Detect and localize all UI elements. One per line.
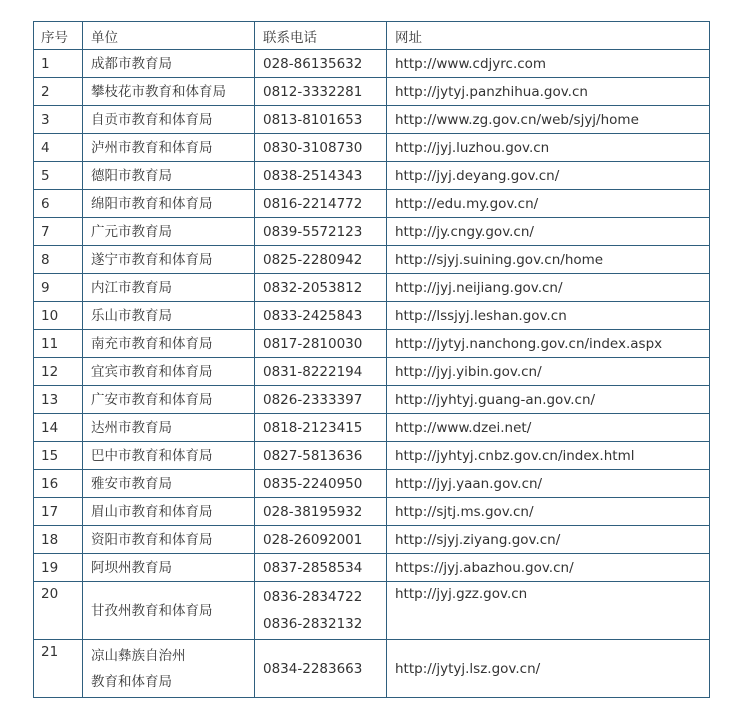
cell-url[interactable]: http://sjtj.ms.gov.cn/ <box>387 498 710 526</box>
cell-phone <box>255 274 387 302</box>
cell-phone <box>255 106 387 134</box>
cell-unit <box>83 106 255 134</box>
cell-url[interactable]: http://sjyj.suining.gov.cn/home <box>387 246 710 274</box>
cell-unit <box>83 358 255 386</box>
table-row <box>34 442 710 470</box>
cell-unit <box>83 274 255 302</box>
phone-number: 0835-2240950 <box>263 475 363 492</box>
cell-no: 11 <box>34 330 83 358</box>
phone-number: 0838-2514343 <box>263 167 363 184</box>
cell-no: 4 <box>34 134 83 162</box>
cell-phone <box>255 134 387 162</box>
cell-phone <box>255 162 387 190</box>
unit-name-line: 资阳市教育和体育局 <box>91 531 213 548</box>
unit-name-line: 南充市教育和体育局 <box>91 335 213 352</box>
table-header-row <box>34 22 710 50</box>
cell-phone <box>255 582 387 640</box>
cell-url[interactable]: http://edu.my.gov.cn/ <box>387 190 710 218</box>
phone-number: 0837-2858534 <box>263 559 363 576</box>
unit-name-line: 泸州市教育和体育局 <box>91 139 213 156</box>
cell-phone <box>255 78 387 106</box>
phone-number: 0825-2280942 <box>263 251 363 268</box>
cell-url[interactable]: https://jyj.abazhou.gov.cn/ <box>387 554 710 582</box>
table-row <box>34 582 710 640</box>
cell-unit <box>83 470 255 498</box>
cell-unit <box>83 498 255 526</box>
cell-no: 3 <box>34 106 83 134</box>
unit-name-line: 巴中市教育和体育局 <box>91 447 213 464</box>
cell-phone <box>255 358 387 386</box>
cell-unit <box>83 582 255 640</box>
unit-name-line: 广元市教育局 <box>91 223 172 240</box>
cell-phone <box>255 498 387 526</box>
cell-url[interactable]: http://jyj.luzhou.gov.cn <box>387 134 710 162</box>
unit-name-line: 雅安市教育局 <box>91 475 172 492</box>
table-body <box>34 50 710 698</box>
cell-url[interactable]: http://sjyj.ziyang.gov.cn/ <box>387 526 710 554</box>
cell-url[interactable]: http://jytyj.panzhihua.gov.cn <box>387 78 710 106</box>
cell-no: 18 <box>34 526 83 554</box>
table-row <box>34 498 710 526</box>
cell-no: 9 <box>34 274 83 302</box>
table-row <box>34 78 710 106</box>
cell-no: 14 <box>34 414 83 442</box>
cell-url[interactable]: http://jyj.yaan.gov.cn/ <box>387 470 710 498</box>
phone-number: 0836-2832132 <box>263 615 363 632</box>
phone-number: 0816-2214772 <box>263 195 363 212</box>
phone-number: 0818-2123415 <box>263 419 363 436</box>
cell-unit <box>83 190 255 218</box>
table-row <box>34 106 710 134</box>
phone-number: 028-38195932 <box>263 503 363 520</box>
unit-name-line: 攀枝花市教育和体育局 <box>91 83 226 100</box>
cell-url[interactable]: http://jytyj.nanchong.gov.cn/index.aspx <box>387 330 710 358</box>
cell-phone <box>255 302 387 330</box>
unit-name-line: 乐山市教育局 <box>91 307 172 324</box>
table-row <box>34 358 710 386</box>
cell-phone <box>255 640 387 698</box>
cell-url[interactable]: http://jyj.deyang.gov.cn/ <box>387 162 710 190</box>
unit-name-line: 绵阳市教育和体育局 <box>91 195 213 212</box>
cell-url[interactable]: http://jyhtyj.guang-an.gov.cn/ <box>387 386 710 414</box>
cell-no: 21 <box>34 640 83 698</box>
table-row <box>34 470 710 498</box>
cell-no: 10 <box>34 302 83 330</box>
unit-name-line: 成都市教育局 <box>91 55 172 72</box>
phone-number: 0827-5813636 <box>263 447 363 464</box>
cell-no: 2 <box>34 78 83 106</box>
table-row <box>34 50 710 78</box>
header-no: 序号 <box>34 22 83 50</box>
cell-unit <box>83 78 255 106</box>
phone-number: 0812-3332281 <box>263 83 363 100</box>
unit-name-line: 甘孜州教育和体育局 <box>91 602 213 619</box>
table-row <box>34 190 710 218</box>
cell-url[interactable]: http://jyj.neijiang.gov.cn/ <box>387 274 710 302</box>
cell-phone <box>255 386 387 414</box>
cell-unit <box>83 640 255 698</box>
phone-number: 0839-5572123 <box>263 223 363 240</box>
contacts-table <box>33 21 710 698</box>
table-row <box>34 218 710 246</box>
cell-phone <box>255 50 387 78</box>
cell-unit <box>83 330 255 358</box>
phone-number: 0834-2283663 <box>263 660 363 677</box>
cell-no: 20 <box>34 582 83 640</box>
cell-no: 1 <box>34 50 83 78</box>
cell-unit <box>83 386 255 414</box>
cell-unit <box>83 162 255 190</box>
table-row <box>34 246 710 274</box>
table-row <box>34 134 710 162</box>
header-unit: 单位 <box>83 22 255 50</box>
cell-no: 15 <box>34 442 83 470</box>
table-row <box>34 274 710 302</box>
cell-unit <box>83 246 255 274</box>
cell-phone <box>255 330 387 358</box>
unit-name-line: 教育和体育局 <box>91 673 172 690</box>
cell-phone <box>255 218 387 246</box>
unit-name-line: 凉山彝族自治州 <box>91 647 186 664</box>
phone-number: 0831-8222194 <box>263 363 363 380</box>
table-row <box>34 640 710 698</box>
cell-phone <box>255 190 387 218</box>
unit-name-line: 内江市教育局 <box>91 279 172 296</box>
cell-no: 6 <box>34 190 83 218</box>
cell-url[interactable]: http://www.cdjyrc.com <box>387 50 710 78</box>
cell-phone <box>255 554 387 582</box>
phone-number: 0817-2810030 <box>263 335 363 352</box>
unit-name-line: 广安市教育和体育局 <box>91 391 213 408</box>
cell-no: 13 <box>34 386 83 414</box>
cell-no: 12 <box>34 358 83 386</box>
phone-number: 0836-2834722 <box>263 588 363 605</box>
cell-no: 5 <box>34 162 83 190</box>
cell-url[interactable]: http://jyj.yibin.gov.cn/ <box>387 358 710 386</box>
table-row <box>34 302 710 330</box>
unit-name-line: 眉山市教育和体育局 <box>91 503 213 520</box>
cell-phone <box>255 246 387 274</box>
cell-url[interactable]: http://jy.cngy.gov.cn/ <box>387 218 710 246</box>
phone-number: 0833-2425843 <box>263 307 363 324</box>
phone-number: 0832-2053812 <box>263 279 363 296</box>
cell-unit <box>83 302 255 330</box>
cell-no: 7 <box>34 218 83 246</box>
cell-phone <box>255 470 387 498</box>
table-row <box>34 526 710 554</box>
unit-name-line: 德阳市教育局 <box>91 167 172 184</box>
unit-name-line: 达州市教育局 <box>91 419 172 436</box>
unit-name-line: 阿坝州教育局 <box>91 559 172 576</box>
table-row <box>34 386 710 414</box>
cell-no: 16 <box>34 470 83 498</box>
cell-url[interactable]: http://lssjyj.leshan.gov.cn <box>387 302 710 330</box>
unit-name-line: 宜宾市教育和体育局 <box>91 363 213 380</box>
cell-url[interactable]: http://jyj.gzz.gov.cn <box>387 582 710 640</box>
cell-url[interactable]: http://jyhtyj.cnbz.gov.cn/index.html <box>387 442 710 470</box>
cell-no: 17 <box>34 498 83 526</box>
phone-number: 0826-2333397 <box>263 391 363 408</box>
cell-unit <box>83 218 255 246</box>
cell-phone <box>255 414 387 442</box>
cell-unit <box>83 134 255 162</box>
unit-name-line: 自贡市教育和体育局 <box>91 111 213 128</box>
cell-unit <box>83 554 255 582</box>
cell-no: 8 <box>34 246 83 274</box>
cell-phone <box>255 442 387 470</box>
table-row <box>34 162 710 190</box>
phone-number: 0813-8101653 <box>263 111 363 128</box>
table-row <box>34 414 710 442</box>
cell-unit <box>83 526 255 554</box>
table-row <box>34 330 710 358</box>
cell-url[interactable]: http://www.dzei.net/ <box>387 414 710 442</box>
cell-url[interactable]: http://www.zg.gov.cn/web/sjyj/home <box>387 106 710 134</box>
cell-unit <box>83 442 255 470</box>
unit-name-line: 遂宁市教育和体育局 <box>91 251 213 268</box>
cell-url[interactable]: http://jytyj.lsz.gov.cn/ <box>387 640 710 698</box>
cell-unit <box>83 414 255 442</box>
cell-no: 19 <box>34 554 83 582</box>
cell-unit <box>83 50 255 78</box>
header-url: 网址 <box>387 22 710 50</box>
phone-number: 028-86135632 <box>263 55 363 72</box>
header-phone: 联系电话 <box>255 22 387 50</box>
cell-phone <box>255 526 387 554</box>
table-row <box>34 554 710 582</box>
phone-number: 0830-3108730 <box>263 139 363 156</box>
phone-number: 028-26092001 <box>263 531 363 548</box>
